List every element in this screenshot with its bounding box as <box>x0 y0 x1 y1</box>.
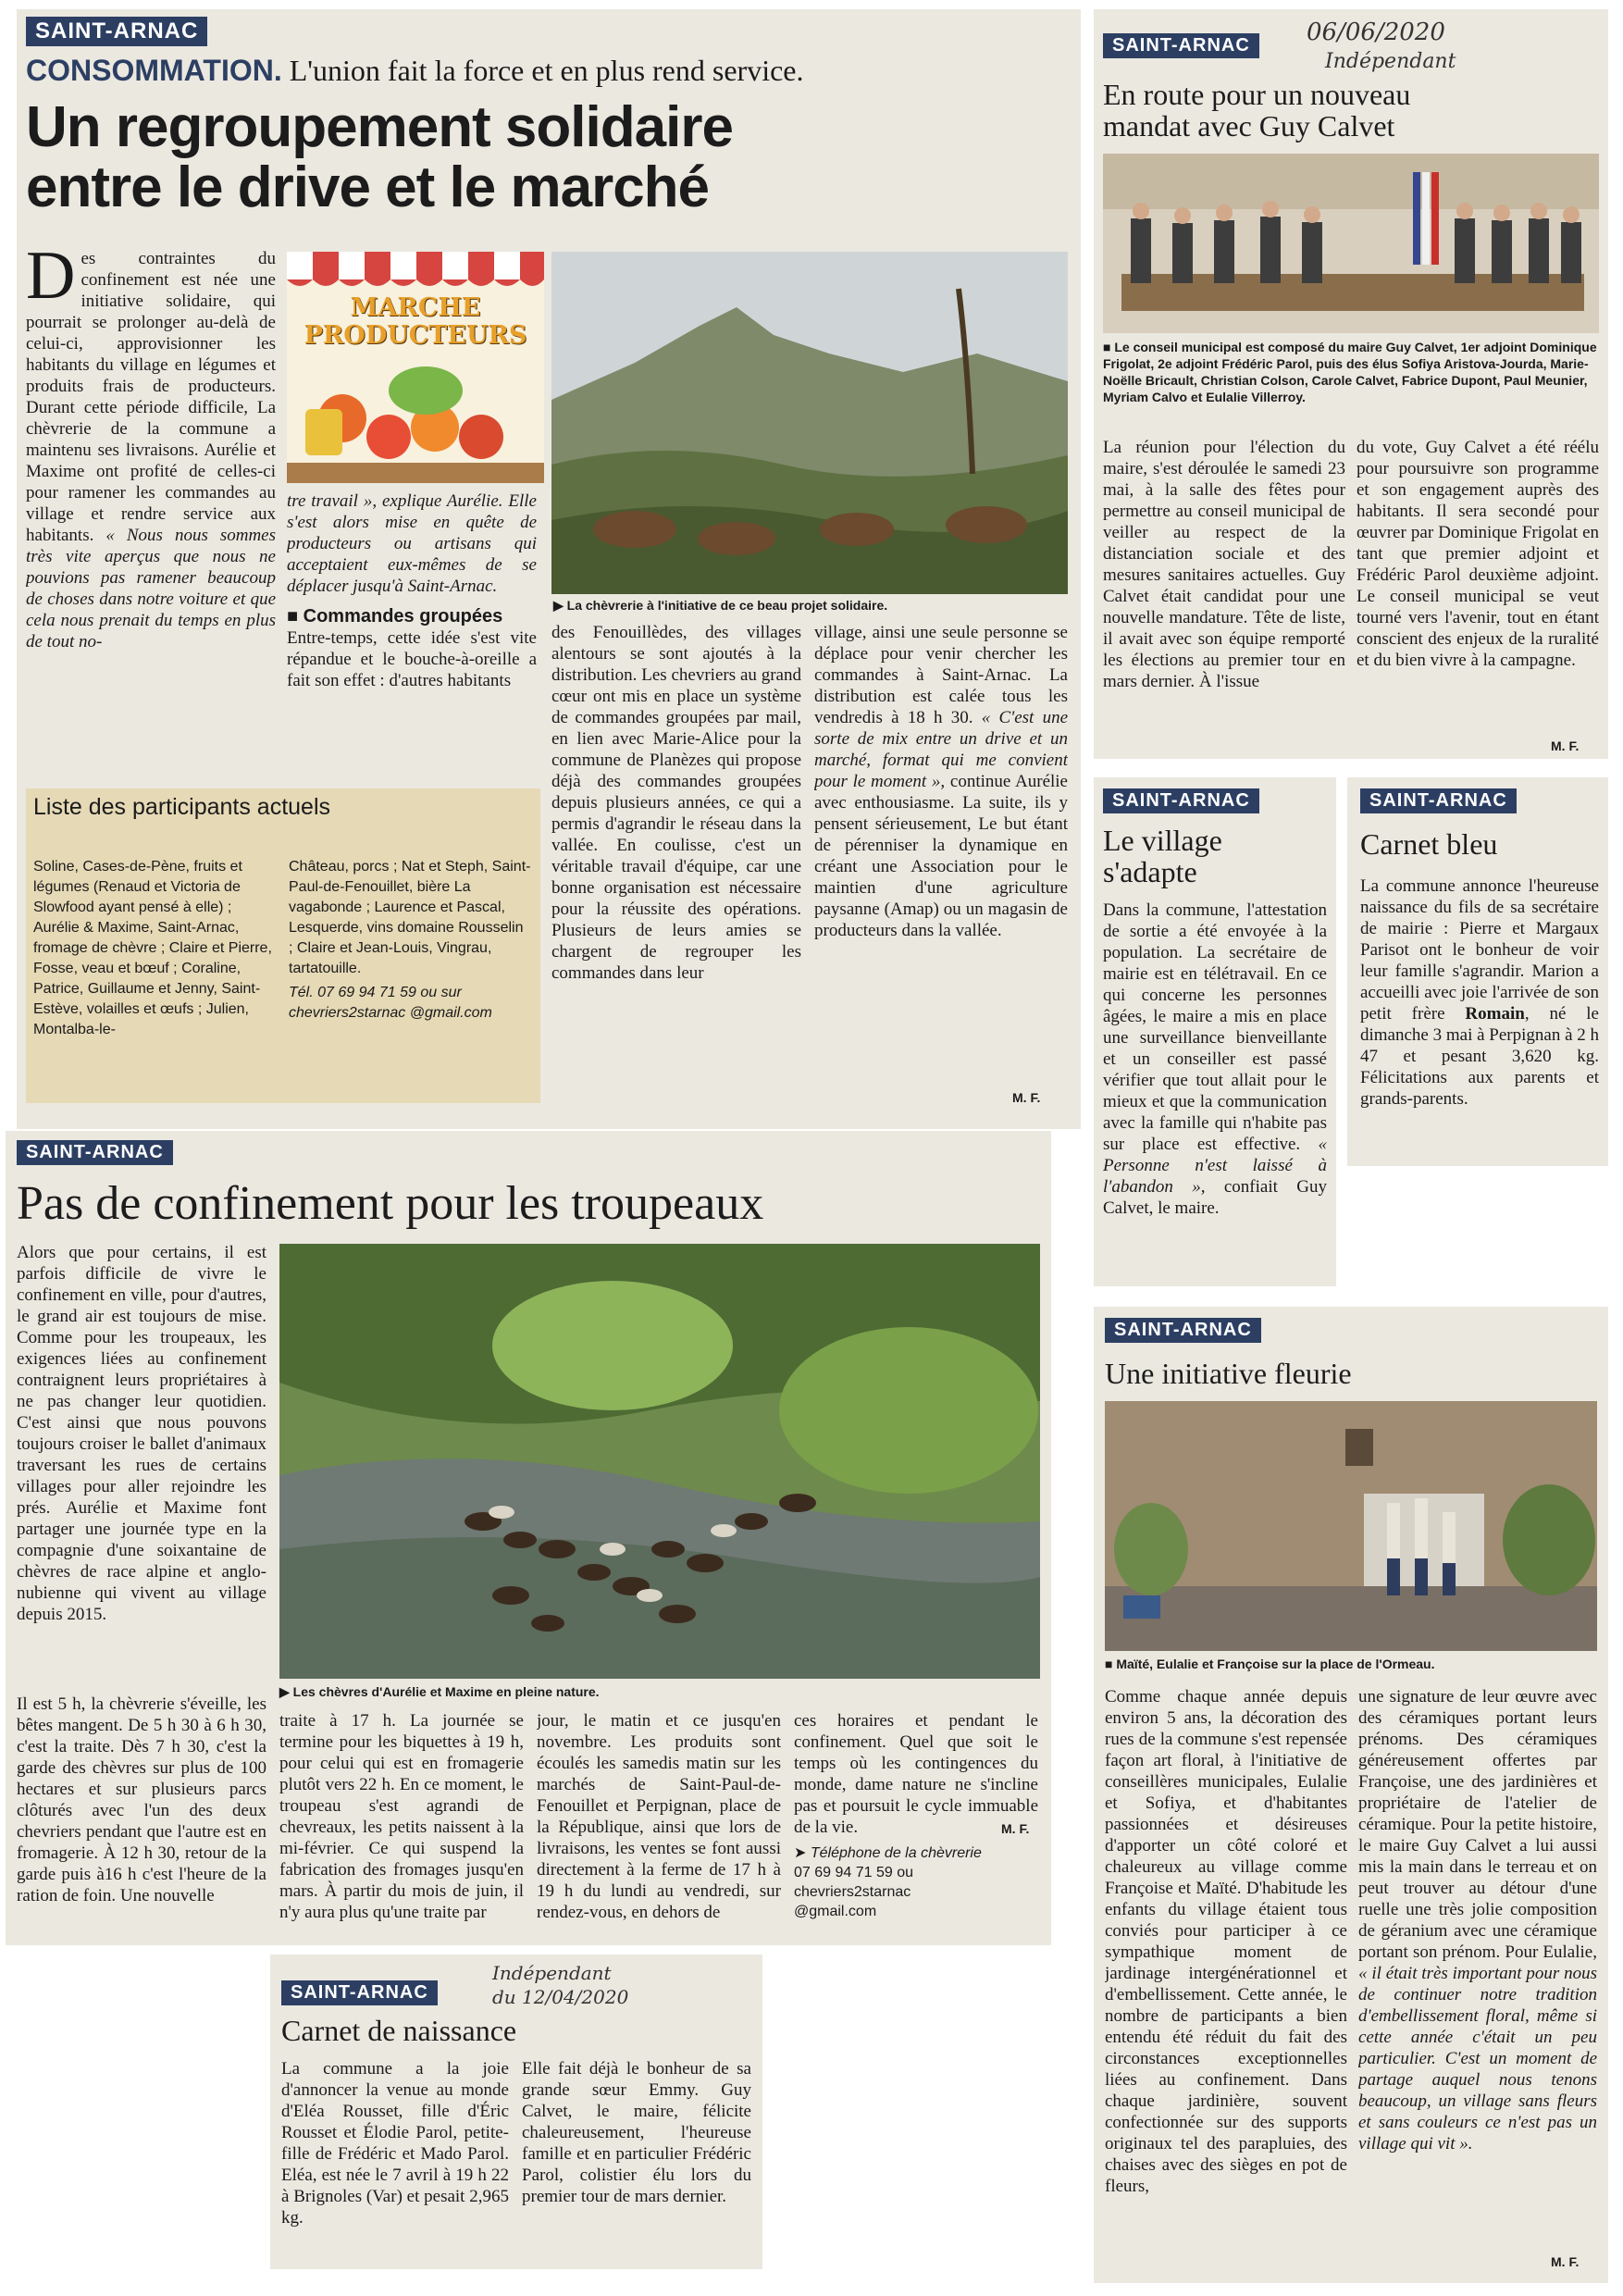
headline-line-2: mandat avec Guy Calvet <box>1103 108 1395 143</box>
article-carnet-naissance <box>270 1955 762 2269</box>
headline-line-1: En route pour un nouveau <box>1103 78 1411 111</box>
signature: M. F. <box>1012 1090 1041 1105</box>
council-group-image <box>1103 154 1599 333</box>
kicker-bold: CONSOMMATION. <box>26 54 282 87</box>
column-3 <box>551 622 801 1094</box>
photo-caption <box>1103 339 1599 405</box>
section-tag: SAINT-ARNAC <box>26 17 207 46</box>
article-village-adapte <box>1094 777 1336 1286</box>
column-1-text: Comme chaque année depuis environ 5 ans, la décoration des rues de la commune s'est repensée façon art floral, à l'initiative de conseillères municipales, Eulalie et Sofiya, et d'habitantes passionnées et désireuses d'apporter un côté coloré et chaleureux au village comme Françoise et Maïté. D'habitude les enfants du village étaient tous conviés pour participer à ce sympathique moment de jardinage intergénérationnel et d'embellissement. Cette année, le nombre de participants a bien entendu été réduit du fait des circonstances exceptionnelles liées au confinement. Dans chaque jardinière, souvent confectionnée sur des supports originaux tel des parapluies, des chaises avec des sièges en pot de fleurs, <box>1105 1687 1347 2196</box>
column-4-quote: « C'est une sorte de mix entre un drive et un marché, format qui me convient pour le moment », <box>814 708 1068 791</box>
body <box>1360 875 1599 1153</box>
headline <box>26 95 733 220</box>
kicker-text: L'union fait la force et en plus rend service. <box>289 54 804 87</box>
column-2 <box>279 1710 524 1936</box>
column-1-text: La réunion pour l'élection du maire, s'est déroulée le samedi 23 mai, à la salle des fêtes pour permettre au conseil municipal de veiller au respect de la distanciation sociale et des mesures sanitaires actuelles. Guy Calvet était candidat pour une nouvelle mandature. Tête de liste, il avait avec son équipe remporté les élections au premier tour en mars dernier. À l'issue <box>1103 438 1345 691</box>
column-2 <box>1357 437 1599 733</box>
column-4-text: village, ainsi une seule personne se déplace pour venir chercher les commandes à Saint-Arnac. La distribution est calée tous les vendredis à 18 h 30. <box>814 623 1068 727</box>
contact-label <box>794 1843 1038 1863</box>
article-initiative-fleurie <box>1094 1307 1608 2283</box>
headline-line-2: entre le drive et le marché <box>26 155 710 220</box>
article-regroupement <box>17 9 1081 1129</box>
subheading <box>287 606 537 627</box>
headline: Une initiative fleurie <box>1105 1357 1352 1390</box>
lead-column <box>17 1242 266 1690</box>
awning-image <box>287 252 544 483</box>
sign-line-1: MARCHE <box>350 293 481 322</box>
body-text-end: , né le dimanche 3 mai à Perpignan à 2 h 47 et pesant 3,620 kg. Félicitations aux parents et grands-parents. <box>1360 1004 1599 1109</box>
column-3 <box>537 1710 781 1936</box>
marche-producteurs-illustration <box>287 252 544 483</box>
contact-mail: chevriers2starnac <box>794 1884 911 1900</box>
box-title: Liste des participants actuels <box>33 794 331 820</box>
lead-text: Alors que pour certains, il est parfois difficile de vivre le confinement en ville, pour d'autres, le grand air est toujours de mise. Comme pour les troupeaux, les exigences liées au confinement contraignent leurs propriétaires à ne pas changer leur quotidien. C'est ainsi que nous pouvons toujours croiser le ballet d'animaux traversant les rues de certains villages pour aller rejoindre les prés. Aurélie et Maxime font partager une journée type en la compagnie d'une soixantaine de chèvres de race alpine et anglo-nubienne qui vivent au village depuis 2015. <box>17 1243 266 1624</box>
headline <box>1103 825 1222 887</box>
column-1 <box>17 1694 266 1936</box>
column-2-text: Entre-temps, cette idée s'est vite répandue et le bouche-à-oreille a fait son effet : d'autres habitants <box>287 628 537 690</box>
signature: M. F. <box>1551 2254 1580 2269</box>
column-1 <box>281 2058 509 2260</box>
contact-block <box>794 1843 1038 1921</box>
body-quote: « Personne n'est laissé à l'abandon », <box>1103 1135 1327 1197</box>
column-1-quote: « Nous nous sommes très vite aperçus que nous ne pouvions pas ramener beaucoup de choses dans notre voiture et que cela nous prenait du temps en plus de tout no- <box>26 526 276 652</box>
headline: Pas de confinement pour les troupeaux <box>17 1177 764 1230</box>
contact-mail-domain: @gmail.com <box>794 1904 877 1919</box>
column-2-text: Elle fait déjà le bonheur de sa grande sœur Emmy. Guy Calvet, le maire, félicite chaleureusement, l'heureuse famille et en particulier Frédéric Parol, colistier élu lors du premier tour de mars dernier. <box>522 2059 751 2206</box>
photo-caption <box>1105 1657 1597 1671</box>
handwritten-date: du 12/04/2020 <box>492 1986 629 2008</box>
column-2-quote: tre travail », explique Aurélie. Elle s'est alors mise en quête de producteurs ou artisans qui acceptaient eux-mêmes de se déplacer jusqu'à Saint-Arnac. <box>287 491 537 596</box>
sign-line-2: PRODUCTEURS <box>304 321 527 350</box>
caption-marker: ■ <box>1105 1657 1117 1671</box>
section-tag: SAINT-ARNAC <box>1103 33 1259 58</box>
column-1 <box>1105 1686 1347 2267</box>
article-nouveau-mandat <box>1094 9 1608 759</box>
sign-text <box>287 294 544 350</box>
body-text: La commune annonce l'heureuse naissance du fils de sa secrétaire de mairie : Pierre et Margaux Parisot ont le bonheur de voir leur famille s'agrandir. Marion a accueilli avec joie l'arrivée de son petit frère <box>1360 876 1599 1024</box>
column-4-text-end: continue Aurélie avec enthousiasme. La suite, ils y pensent sérieusement, Le but étant de pérenniser la dynamique en créant une Association pour le maintien d'une agriculture paysanne (Amap) ou un magasin de producteurs dans la vallée. <box>814 772 1068 940</box>
column-2-text: traite à 17 h. La journée se termine pour les biquettes à 19 h, pour celui qui est en fromagerie plutôt vers 22 h. En ce moment, le troupeau s'est agrandi de chevreaux, les petits naissent à la mi-février. Ce qui suspend la fabrication des fromages jusqu'en mars. À partir du mois de juin, il n'y aura plus qu'une traite par <box>279 1711 524 1922</box>
flowers-photo <box>1105 1401 1597 1651</box>
box-contact: Tél. 07 69 94 71 59 ou sur chevriers2starnac @gmail.com <box>289 985 492 1021</box>
section-tag: SAINT-ARNAC <box>17 1140 173 1165</box>
village-square-image <box>1105 1401 1597 1651</box>
headline-line-1: Le village <box>1103 824 1222 857</box>
body-text: Dans la commune, l'attestation de sortie a été envoyée à la population. La secrétaire de mairie est en télétravail. En ce qui concerne les personnes âgées, le maire a mis en place une surveillance bienveillante et un conseiller est passé vérifier que tout allait pour le mieux et que la communication avec la famille qui n'habite pas sur place est effective. <box>1103 900 1327 1154</box>
column-1-text: La commune a la joie d'annoncer la venue au monde d'Eléa Rousset, fille d'Éric Rousset et Élodie Parol, petite-fille de Frédéric et Mado Parol. Eléa, est née le 7 avril à 19 h 22 à Brignoles (Var) et pesait 2,965 kg. <box>281 2059 509 2228</box>
caption-marker: ▶ <box>553 598 567 613</box>
contact-label-text: Téléphone de la chèvrerie <box>810 1845 982 1861</box>
column-4-text: ces horaires et pendant le confinement. Quel que soit le temps où les contingences du monde, dame nature ne s'incline pas et poursuit le cycle immuable de la vie. <box>794 1711 1038 1836</box>
box-column-1 <box>33 857 276 1040</box>
handwritten-source: Indépendant <box>492 1962 612 1984</box>
council-photo <box>1103 154 1599 333</box>
baby-name: Romain <box>1465 1004 1525 1024</box>
caption-text: La chèvrerie à l'initiative de ce beau projet solidaire. <box>566 598 888 613</box>
article-troupeaux <box>6 1131 1051 1945</box>
contact-phone: 07 69 94 71 59 ou <box>794 1865 914 1880</box>
column-2-text: une signature de leur œuvre avec des céramiques portant leurs prénoms. Des céramiques généreusement offertes par Françoise, une des jardinières et propriétaire de l'atelier de céramique. Pour la petite histoire, le maire Guy Calvet a lui aussi mis la main dans le terreau et on peut trouver au détour d'une ruelle une très jolie composition de géranium avec une céramique portant son prénom. Pour Eulalie, <box>1358 1687 1597 1962</box>
goat-farm-photo <box>551 252 1068 594</box>
caption-marker: ▶ <box>279 1684 293 1699</box>
column-1 <box>26 248 276 794</box>
section-tag: SAINT-ARNAC <box>1105 1318 1261 1343</box>
section-tag: SAINT-ARNAC <box>281 1980 438 2005</box>
caption-text: Le conseil municipal est composé du maire Guy Calvet, 1er adjoint Dominique Frigolat, 2e adjoint Frédéric Parol, puis des élus Sofiya Aristova-Jourda, Marie-Noëlle Bricault, Christian Colson, Carole Calvet, Fabrice Dupont, Paul Meunier, Myriam Calvo et Eulalie Villerroy. <box>1103 340 1597 404</box>
subheading-text: Commandes groupées <box>303 606 503 627</box>
signature: M. F. <box>1001 1821 1030 1836</box>
photo-caption <box>279 1684 1040 1700</box>
caption-text: Maïté, Eulalie et Françoise sur la place de l'Ormeau. <box>1116 1657 1435 1671</box>
headline-line-2: s'adapte <box>1103 854 1197 888</box>
column-2-quote: « il était très important pour nous de continuer notre tradition d'embellissement floral, même si cette année c'était un peu particulier. C'est un moment de partage auquel nous tenons beaucoup, un village sans fleurs et sans couleurs ce n'est pas un village qui vit ». <box>1358 1964 1597 2153</box>
column-1-text: Il est 5 h, la chèvrerie s'éveille, les bêtes mangent. De 5 h 30 à 6 h 30, c'est la traite. Dès 7 h 30, c'est la garde des chèvres sur plus de 100 hectares et sur plusieurs parcs clôturés avec l'un des deux chevriers pendant que l'autre est en fromagerie. À 12 h 30, retour de la garde puis à16 h c'est l'heure de la ration de foin. Une nouvelle <box>17 1694 266 1905</box>
box-column-1-text: Soline, Cases-de-Pène, fruits et légumes (Renaud et Victoria de Slowfood ayant pensé à elle) ; Aurélie & Maxime, Saint-Arnac, fromage de chèvre ; Claire et Pierre, Fosse, veau et bœuf ; Coraline, Patrice, Guillaume et Jenny, Saint-Estève, volailles et œufs ; Julien, Montalba-le- <box>33 859 272 1037</box>
caption-marker: ■ <box>1103 340 1115 354</box>
section-tag: SAINT-ARNAC <box>1103 788 1259 813</box>
headline-line-1: Un regroupement solidaire <box>26 95 733 159</box>
contact-marker: ➤ <box>794 1845 811 1861</box>
article-carnet-bleu <box>1347 777 1608 1166</box>
column-4 <box>794 1710 1038 1836</box>
column-2 <box>522 2058 751 2260</box>
column-4 <box>814 622 1068 1094</box>
kicker <box>26 54 803 88</box>
drop-cap: D <box>26 248 76 314</box>
box-column-2-text: Château, porcs ; Nat et Steph, Saint-Paul-de-Fenouillet, bière La vagabonde ; Laurence et Pascal, Lesquerde, vins domaine Rousselin ; Claire et Jean-Louis, Vingrau, tartatouille. <box>289 859 531 976</box>
box-column-2 <box>289 857 531 1024</box>
headline: Carnet bleu <box>1360 827 1498 861</box>
body <box>1103 900 1327 1279</box>
column-2 <box>287 490 537 796</box>
column-2-text: du vote, Guy Calvet a été réélu pour poursuivre son programme et son engagement auprès des habitants. Il sera secondé pour œuvrer par Dominique Frigolat en tant que premier adjoint et Frédéric Parol deuxième adjoint. Le conseil municipal se veut tourné vers l'avenir, tout en étant conscient des enjeux de la ruralité et du bien vivre à la campagne. <box>1357 438 1599 670</box>
headline <box>1103 80 1410 142</box>
goats-landscape-image <box>551 252 1068 594</box>
subheading-marker: ■ <box>287 606 304 627</box>
column-3-text: des Fenouillèdes, des villages alentours se sont ajoutés à la distribution. Les chevriers au grand cœur ont mis en place un système de commandes groupées par mail, en lien avec Marie-Alice pour la commune de Planèzes qui propose déjà des commandes groupées depuis plusieurs années, ce qui a permis d'agrandir le réseau dans la vallée. En coulisse, c'est un véritable travail d'équipe, car une bonne organisation est nécessaire pour la réussite des opérations. Plusieurs de leurs amies se chargent de regrouper les commandes dans leur <box>551 623 801 983</box>
headline: Carnet de naissance <box>281 2014 517 2047</box>
goats-river-image <box>279 1244 1040 1679</box>
caption-text: Les chèvres d'Aurélie et Maxime en pleine nature. <box>292 1684 600 1699</box>
handwritten-source: Indépendant <box>1325 50 1456 73</box>
participants-box <box>26 788 540 1103</box>
signature: M. F. <box>1551 738 1580 753</box>
column-1 <box>1103 437 1345 740</box>
handwritten-date: 06/06/2020 <box>1307 19 1445 46</box>
photo-caption <box>553 598 1068 614</box>
column-3-text: jour, le matin et ce jusqu'en novembre. Les produits sont écoulés les samedis matin sur les marchés de Saint-Paul-de-Fenouillet et Perpignan, place de la République, ainsi que lors de livraisons, les ventes se font aussi directement à la ferme de 17 h à 19 h du lundi au vendredi, sur rendez-vous, en dehors de <box>537 1711 781 1922</box>
herd-photo <box>279 1244 1040 1679</box>
column-1-text: es contraintes du confinement est née une initiative solidaire, qui pourrait se prolonger au-delà de celui-ci, approvisionner les habitants du village en légumes et produits frais de producteurs. Durant cette période difficile, La chèvrerie de la commune a maintenu ses livraisons. Aurélie et Maxime ont profité de celles-ci pour ramener les commandes au village et rendre service aux habitants. <box>26 249 276 545</box>
body-end: confiait Guy Calvet, le maire. <box>1103 1177 1327 1218</box>
column-2 <box>1358 1686 1597 2251</box>
section-tag: SAINT-ARNAC <box>1360 788 1517 813</box>
